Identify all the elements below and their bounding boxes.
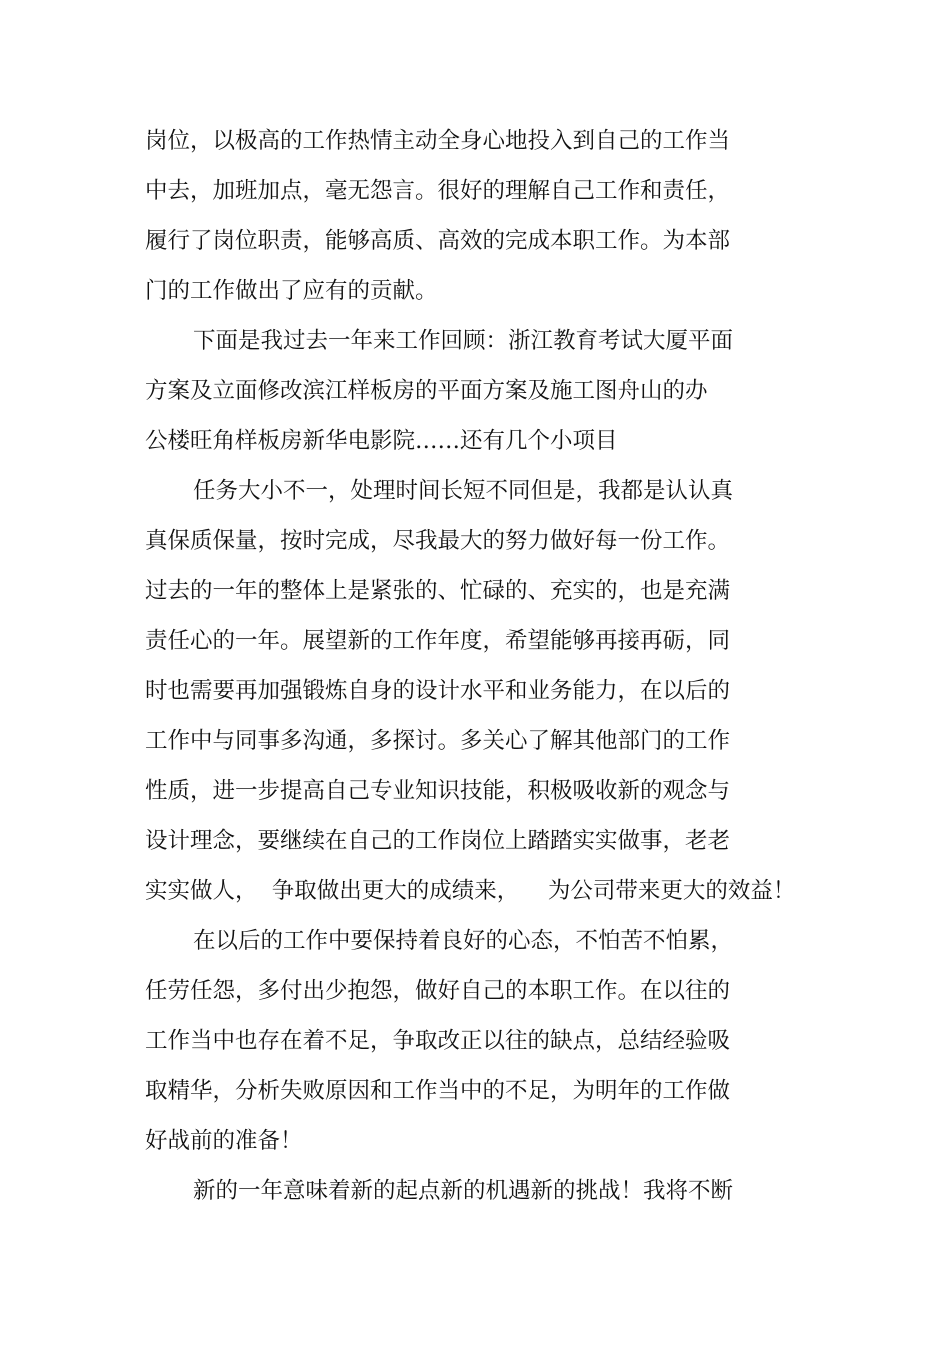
paragraph-line: 性质，进一步提高自己专业知识技能，积极吸收新的观念与 <box>145 778 731 804</box>
paragraph-line: 公楼旺角样板房新华电影院……还有几个小项目 <box>145 428 618 454</box>
paragraph-line: 门的工作做出了应有的贡献。 <box>145 278 438 304</box>
paragraph-line: 设计理念，要继续在自己的工作岗位上踏踏实实做事，老老 <box>145 828 731 854</box>
paragraph-line: 工作中与同事多沟通，多探讨。多关心了解其他部门的工作 <box>145 728 731 754</box>
paragraph-line: 下面是我过去一年来工作回顾：浙江教育考试大厦平面 <box>193 328 734 354</box>
paragraph-line: 工作当中也存在着不足，争取改正以往的缺点，总结经验吸 <box>145 1028 731 1054</box>
paragraph-line: 过去的一年的整体上是紧张的、忙碌的、充实的，也是充满 <box>145 578 731 604</box>
paragraph-line: 责任心的一年。展望新的工作年度，希望能够再接再砺，同 <box>145 628 731 654</box>
paragraph-line: 履行了岗位职责，能够高质、高效的完成本职工作。为本部 <box>145 228 731 254</box>
paragraph-line: 好战前的准备！ <box>145 1128 303 1154</box>
paragraph-line: 取精华，分析失败原因和工作当中的不足，为明年的工作做 <box>145 1078 731 1104</box>
paragraph-line: 在以后的工作中要保持着良好的心态，不怕苦不怕累， <box>193 928 734 954</box>
paragraph-line: 方案及立面修改滨江样板房的平面方案及施工图舟山的办 <box>145 378 708 404</box>
paragraph-line: 中去，加班加点，毫无怨言。很好的理解自己工作和责任， <box>145 178 731 204</box>
paragraph-line: 新的一年意味着新的起点新的机遇新的挑战！我将不断 <box>193 1178 734 1204</box>
paragraph-line: 岗位，以极高的工作热情主动全身心地投入到自己的工作当 <box>145 128 731 154</box>
paragraph-line: 任务大小不一，处理时间长短不同但是，我都是认认真 <box>193 478 734 504</box>
paragraph-line: 时也需要再加强锻炼自身的设计水平和业务能力，在以后的 <box>145 678 731 704</box>
paragraph-line: 任劳任怨，多付出少抱怨，做好自己的本职工作。在以往的 <box>145 978 731 1004</box>
paragraph-line: 实实做人， 争取做出更大的成绩来， 为公司带来更大的效益！ <box>145 878 796 904</box>
paragraph-line: 真保质保量，按时完成，尽我最大的努力做好每一份工作。 <box>145 528 731 554</box>
